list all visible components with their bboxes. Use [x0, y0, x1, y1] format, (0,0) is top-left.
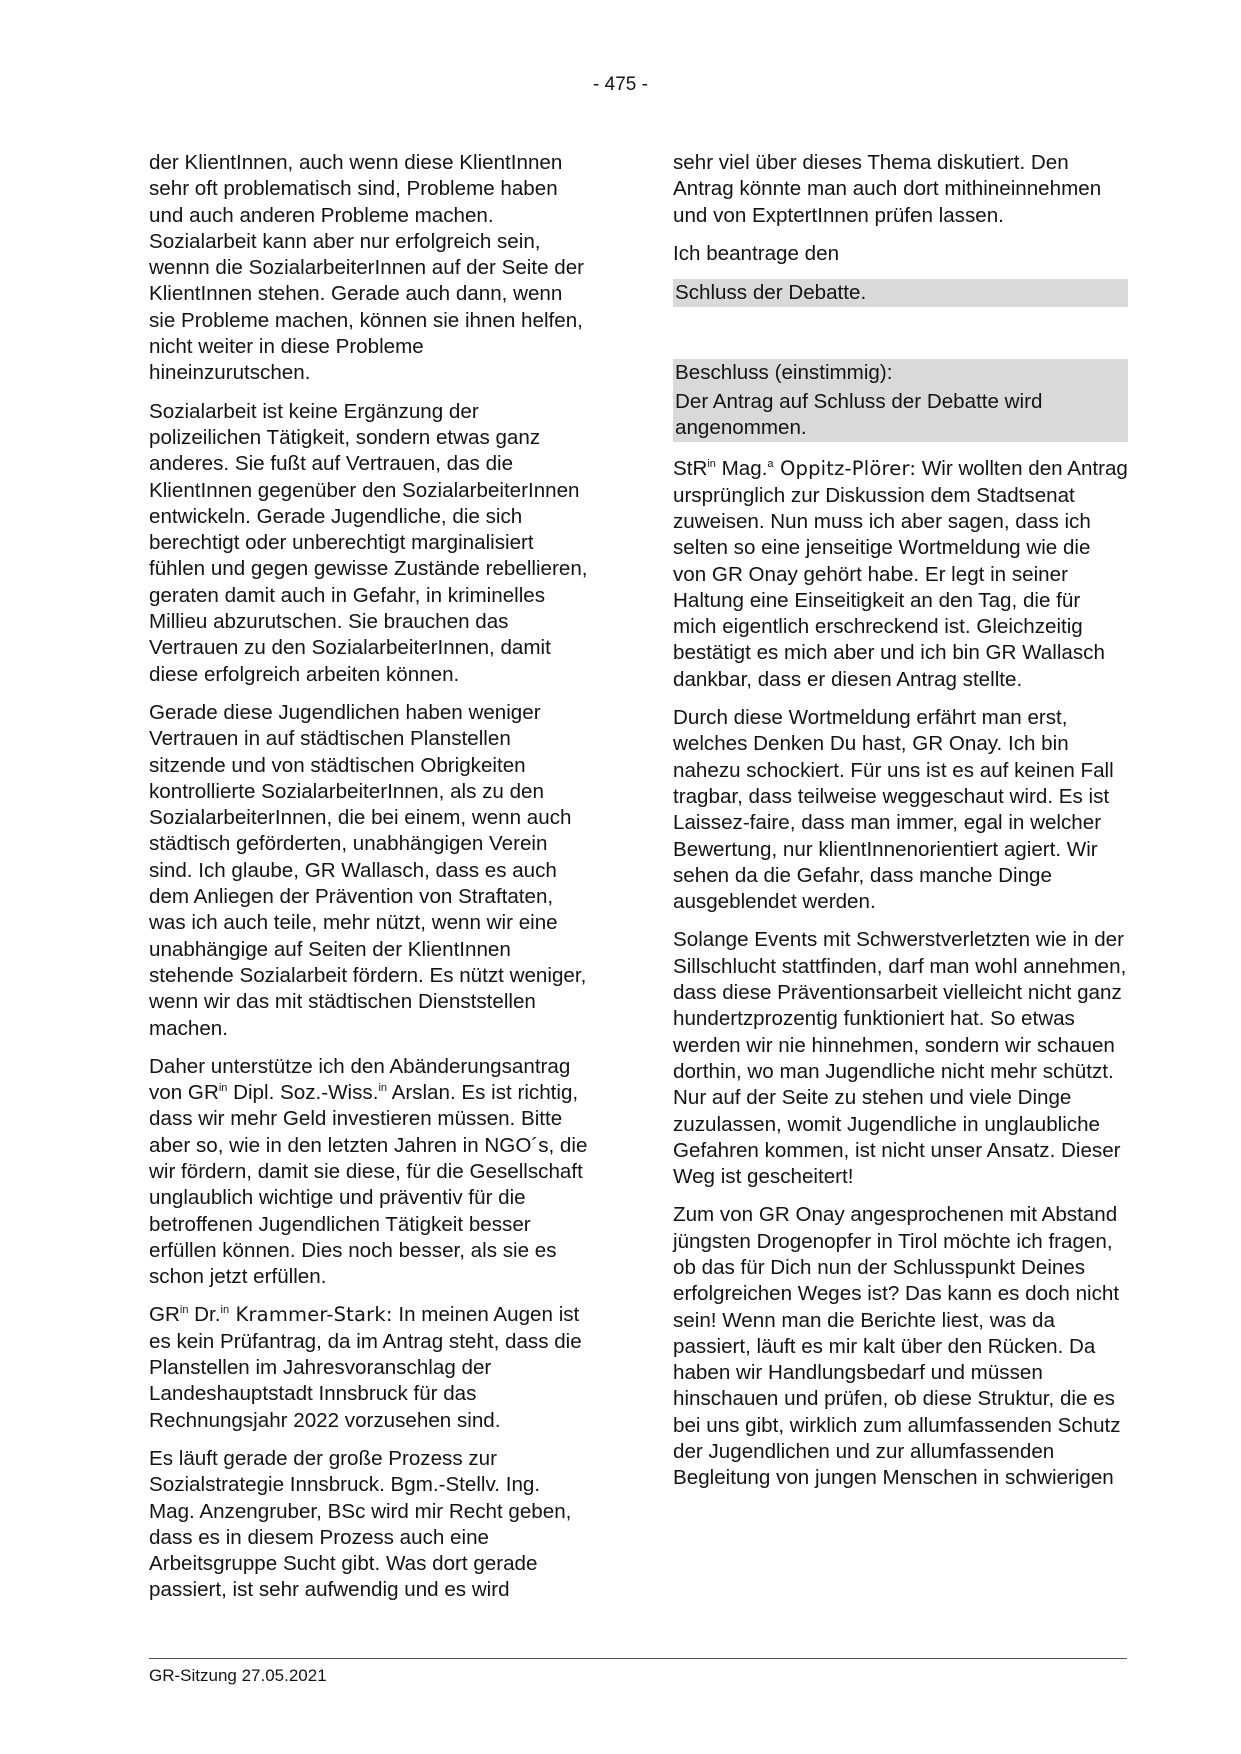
decision-label: Beschluss (einstimmig): [673, 359, 1128, 387]
speaker-paragraph: $GR^{in}$ Dr.$^{in}$ Krammer-Stark: In meinen Augen ist es kein Prüfantrag, da im Antrag steht, dass die Planstellen im Jahresvoranschlag der Landeshauptstadt Innsbruck für das Rechnungsjahr 2022 vorzusehen sind. [149, 1303, 582, 1432]
decision-text: Der Antrag auf Schluss der Debatte wird angenommen. [673, 388, 1128, 443]
paragraph: Daher unterstütze ich den Abänderungsantrag von $GR^{in}$ Dipl. Soz.-Wiss.$^{in}$ Arslan. Es ist richtig, dass wir mehr Geld investieren müssen. Bitte aber so, wie in den letzten Jahren in NGO´s, die wir fördern, damit sie diese, für die Gesellschaft unglaublich wichtige und präventiv für die betroffenen Jugendlichen Tätigkeit besser erfüllen können. Dies noch besser, als sie es schon jetzt erfüllen. [149, 1054, 588, 1289]
left-column [149, 150, 589, 1616]
motion-highlight: Schluss der Debatte. [673, 279, 1128, 307]
footer-divider [149, 1658, 1127, 1659]
paragraph: Gerade diese Jugendlichen haben weniger Vertrauen in auf städtischen Planstellen sitzende und von städtischen Obrigkeiten kontrollierte SozialarbeiterInnen, als zu den SozialarbeiterInnen, die bei einem, wenn auch städtisch geförderten, unabhängigen Verein sind. Ich glaube, GR Wallasch, dass es auch dem Anliegen der Prävention von Straftaten, was ich auch teile, mehr nützt, wenn wir eine unabhängige auf Seiten der KlientInnen stehende Sozialarbeit fördern. Es nützt weniger, wenn wir das mit städtischen Dienststellen machen. [149, 700, 587, 1040]
paragraph: Ich beantrage den [673, 241, 840, 265]
speaker-name: Oppitz-Plörer: [773, 457, 917, 481]
paragraph: Es läuft gerade der große Prozess zur Sozialstrategie Innsbruck. Bgm.-Stellv. Ing. Mag. Anzengruber, BSc wird mir Recht geben, dass es in diesem Prozess auch eine Arbeitsgruppe Sucht gibt. Was dort gerade passiert, ist sehr aufwendig und es wird [149, 1446, 572, 1602]
paragraph: Sozialarbeit ist keine Ergänzung der polizeilichen Tätigkeit, sondern etwas ganz anderes. Sie fußt auf Vertrauen, das die KlientInnen gegenüber den SozialarbeiterInnen entwickeln. Gerade Jugendliche, die sich berechtigt oder unberechtigt marginalisiert fühlen und gegen gewisse Zustände rebellieren, geraten damit auch in Gefahr, in kriminelles Millieu abzurutschen. Sie brauchen das Vertrauen zu den SozialarbeiterInnen, damit diese erfolgreich arbeiten können. [149, 399, 588, 686]
speaker-name: Krammer-Stark: [229, 1303, 393, 1327]
paragraph: sehr viel über dieses Thema diskutiert. Den Antrag könnte man auch dort mithineinnehmen und von ExptertInnen prüfen lassen. [673, 151, 1102, 227]
page-number: - 475 - [593, 74, 648, 95]
paragraph: der KlientInnen, auch wenn diese KlientInnen sehr oft problematisch sind, Probleme haben und auch anderen Probleme machen. Sozialarbeit kann aber nur erfolgreich sein, wennn die SozialarbeiterInnen auf der Seite der KlientInnen stehen. Gerade auch dann, wenn sie Probleme machen, können sie ihnen helfen, nicht weiter in diese Probleme hineinzurutschen. [149, 151, 585, 385]
speaker-paragraph: StR$^{in}$ Mag.$^a$ Oppitz-Plörer: Wir wollten den Antrag ursprünglich zur Diskussion dem Stadtsenat zuweisen. Nun muss ich aber sagen, dass ich selten so eine jenseitige Wortmeldung wie die von GR Onay gehört habe. Er legt in seiner Haltung eine Einseitigkeit an den Tag, die für mich eigentlich erschreckend ist. Gleichzeitig bestätigt es mich aber und ich bin GR Wallasch dankbar, dass er diesen Antrag stellte. [673, 457, 1128, 691]
paragraph: Solange Events mit Schwerstverletzten wie in der Sillschlucht stattfinden, darf man wohl annehmen, dass diese Präventionsarbeit vielleicht nicht ganz hundertzprozentig funktioniert hat. So etwas werden wir nie hinnehmen, sondern wir schauen dorthin, wo man Jugendliche nicht mehr schützt. Nur auf der Seite zu stehen und viele Dinge zuzulassen, womit Jugendliche in unglaubliche Gefahren kommen, ist nicht unser Ansatz. Dieser Weg ist gescheitert! [673, 928, 1127, 1189]
right-column [673, 150, 1128, 1504]
paragraph: Zum von GR Onay angesprochenen mit Abstand jüngsten Drogenopfer in Tirol möchte ich fragen, ob das für Dich nun der Schlusspunkt Deines erfolgreichen Weges ist? Das kann es doch nicht sein! Wenn man die Berichte liest, was da passiert, läuft es mir kalt über den Rücken. Da haben wir Handlungsbedarf und müssen hinschauen und prüfen, ob diese Struktur, die es bei uns gibt, wirklich zum allumfassenden Schutz der Jugendlichen und zur allumfassenden Begleitung von jungen Menschen in schwierigen [673, 1203, 1121, 1490]
footer-session-date: GR-Sitzung 27.05.2021 [149, 1666, 327, 1685]
paragraph: Durch diese Wortmeldung erfährt man erst, welches Denken Du hast, GR Onay. Ich bin nahezu schockiert. Für uns ist es auf keinen Fall tragbar, dass teilweise weggeschaut wird. Es ist Laissez-faire, dass man immer, egal in welcher Bewertung, nur klientInnenorientiert agiert. Wir sehen da die Gefahr, dass manche Dinge ausgeblendet werden. [673, 706, 1114, 914]
